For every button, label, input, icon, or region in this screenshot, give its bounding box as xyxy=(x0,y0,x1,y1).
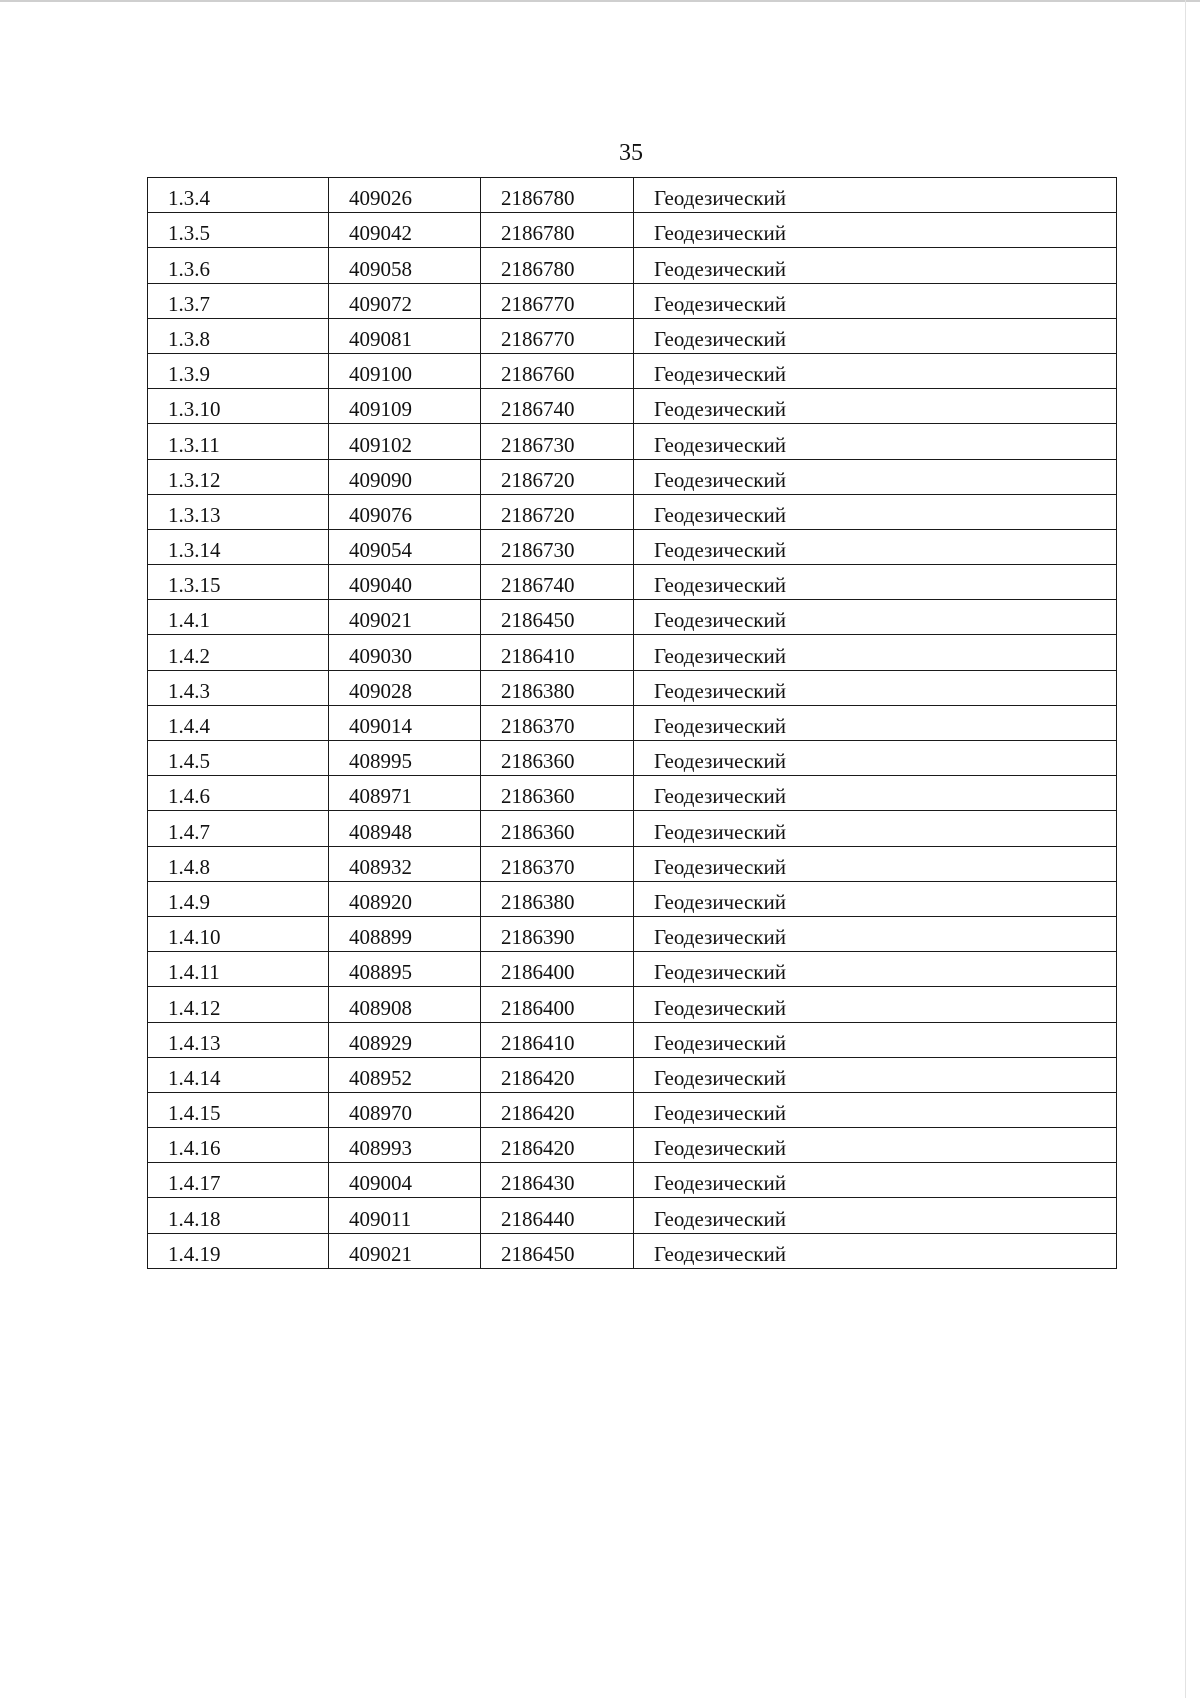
y-coordinate-cell: 2186430 xyxy=(481,1163,634,1198)
method-cell: Геодезический xyxy=(634,283,1117,318)
y-coordinate-cell: 2186450 xyxy=(481,1233,634,1268)
point-number-cell: 1.3.4 xyxy=(148,178,329,213)
point-number-cell: 1.3.7 xyxy=(148,283,329,318)
method-cell: Геодезический xyxy=(634,1128,1117,1163)
x-coordinate-cell: 409014 xyxy=(329,705,481,740)
point-number-cell: 1.4.16 xyxy=(148,1128,329,1163)
table-row xyxy=(148,705,1117,740)
method-cell: Геодезический xyxy=(634,1198,1117,1233)
point-number-cell: 1.3.10 xyxy=(148,389,329,424)
point-number-cell: 1.3.14 xyxy=(148,529,329,564)
table-row xyxy=(148,776,1117,811)
method-cell: Геодезический xyxy=(634,741,1117,776)
x-coordinate-cell: 409109 xyxy=(329,389,481,424)
point-number-cell: 1.4.7 xyxy=(148,811,329,846)
table-row xyxy=(148,952,1117,987)
method-cell: Геодезический xyxy=(634,494,1117,529)
point-number-cell: 1.3.11 xyxy=(148,424,329,459)
x-coordinate-cell: 409081 xyxy=(329,318,481,353)
y-coordinate-cell: 2186420 xyxy=(481,1092,634,1127)
method-cell: Геодезический xyxy=(634,670,1117,705)
method-cell: Геодезический xyxy=(634,213,1117,248)
x-coordinate-cell: 409054 xyxy=(329,529,481,564)
y-coordinate-cell: 2186380 xyxy=(481,670,634,705)
point-number-cell: 1.4.15 xyxy=(148,1092,329,1127)
x-coordinate-cell: 408952 xyxy=(329,1057,481,1092)
y-coordinate-cell: 2186420 xyxy=(481,1128,634,1163)
method-cell: Геодезический xyxy=(634,952,1117,987)
method-cell: Геодезический xyxy=(634,705,1117,740)
table-row xyxy=(148,248,1117,283)
method-cell: Геодезический xyxy=(634,1022,1117,1057)
x-coordinate-cell: 408908 xyxy=(329,987,481,1022)
y-coordinate-cell: 2186390 xyxy=(481,916,634,951)
table-row xyxy=(148,881,1117,916)
x-coordinate-cell: 409004 xyxy=(329,1163,481,1198)
table-row xyxy=(148,1022,1117,1057)
point-number-cell: 1.4.2 xyxy=(148,635,329,670)
table-row xyxy=(148,565,1117,600)
point-number-cell: 1.4.13 xyxy=(148,1022,329,1057)
method-cell: Геодезический xyxy=(634,389,1117,424)
point-number-cell: 1.4.10 xyxy=(148,916,329,951)
point-number-cell: 1.4.14 xyxy=(148,1057,329,1092)
method-cell: Геодезический xyxy=(634,1233,1117,1268)
method-cell: Геодезический xyxy=(634,1163,1117,1198)
method-cell: Геодезический xyxy=(634,178,1117,213)
point-number-cell: 1.3.5 xyxy=(148,213,329,248)
coordinates-table xyxy=(147,177,1117,1269)
x-coordinate-cell: 409100 xyxy=(329,353,481,388)
table-row xyxy=(148,1128,1117,1163)
table-row xyxy=(148,213,1117,248)
x-coordinate-cell: 408948 xyxy=(329,811,481,846)
table-row xyxy=(148,283,1117,318)
table-row xyxy=(148,529,1117,564)
method-cell: Геодезический xyxy=(634,565,1117,600)
method-cell: Геодезический xyxy=(634,916,1117,951)
coordinates-table-body xyxy=(148,178,1117,1269)
table-row xyxy=(148,670,1117,705)
method-cell: Геодезический xyxy=(634,318,1117,353)
x-coordinate-cell: 409072 xyxy=(329,283,481,318)
point-number-cell: 1.3.6 xyxy=(148,248,329,283)
table-row xyxy=(148,1057,1117,1092)
y-coordinate-cell: 2186420 xyxy=(481,1057,634,1092)
method-cell: Геодезический xyxy=(634,424,1117,459)
point-number-cell: 1.4.17 xyxy=(148,1163,329,1198)
method-cell: Геодезический xyxy=(634,811,1117,846)
y-coordinate-cell: 2186400 xyxy=(481,987,634,1022)
x-coordinate-cell: 409011 xyxy=(329,1198,481,1233)
point-number-cell: 1.4.5 xyxy=(148,741,329,776)
y-coordinate-cell: 2186410 xyxy=(481,635,634,670)
page-number: 35 xyxy=(619,140,643,166)
method-cell: Геодезический xyxy=(634,881,1117,916)
x-coordinate-cell: 408993 xyxy=(329,1128,481,1163)
x-coordinate-cell: 409028 xyxy=(329,670,481,705)
y-coordinate-cell: 2186780 xyxy=(481,213,634,248)
x-coordinate-cell: 408995 xyxy=(329,741,481,776)
y-coordinate-cell: 2186720 xyxy=(481,459,634,494)
point-number-cell: 1.4.6 xyxy=(148,776,329,811)
point-number-cell: 1.4.9 xyxy=(148,881,329,916)
table-row xyxy=(148,916,1117,951)
table-row xyxy=(148,846,1117,881)
y-coordinate-cell: 2186370 xyxy=(481,846,634,881)
method-cell: Геодезический xyxy=(634,353,1117,388)
table-row xyxy=(148,459,1117,494)
x-coordinate-cell: 408899 xyxy=(329,916,481,951)
x-coordinate-cell: 409030 xyxy=(329,635,481,670)
y-coordinate-cell: 2186770 xyxy=(481,283,634,318)
point-number-cell: 1.4.3 xyxy=(148,670,329,705)
table-row xyxy=(148,178,1117,213)
y-coordinate-cell: 2186360 xyxy=(481,741,634,776)
point-number-cell: 1.4.12 xyxy=(148,987,329,1022)
method-cell: Геодезический xyxy=(634,987,1117,1022)
x-coordinate-cell: 408920 xyxy=(329,881,481,916)
x-coordinate-cell: 408970 xyxy=(329,1092,481,1127)
x-coordinate-cell: 409102 xyxy=(329,424,481,459)
x-coordinate-cell: 409042 xyxy=(329,213,481,248)
table-row xyxy=(148,494,1117,529)
point-number-cell: 1.3.13 xyxy=(148,494,329,529)
method-cell: Геодезический xyxy=(634,635,1117,670)
table-row xyxy=(148,389,1117,424)
point-number-cell: 1.3.8 xyxy=(148,318,329,353)
y-coordinate-cell: 2186380 xyxy=(481,881,634,916)
method-cell: Геодезический xyxy=(634,459,1117,494)
y-coordinate-cell: 2186360 xyxy=(481,776,634,811)
x-coordinate-cell: 409021 xyxy=(329,1233,481,1268)
table-row xyxy=(148,1233,1117,1268)
y-coordinate-cell: 2186740 xyxy=(481,565,634,600)
y-coordinate-cell: 2186370 xyxy=(481,705,634,740)
y-coordinate-cell: 2186780 xyxy=(481,178,634,213)
point-number-cell: 1.4.1 xyxy=(148,600,329,635)
table-row xyxy=(148,424,1117,459)
method-cell: Геодезический xyxy=(634,776,1117,811)
y-coordinate-cell: 2186770 xyxy=(481,318,634,353)
method-cell: Геодезический xyxy=(634,529,1117,564)
y-coordinate-cell: 2186400 xyxy=(481,952,634,987)
y-coordinate-cell: 2186360 xyxy=(481,811,634,846)
table-row xyxy=(148,1163,1117,1198)
x-coordinate-cell: 409021 xyxy=(329,600,481,635)
point-number-cell: 1.4.4 xyxy=(148,705,329,740)
method-cell: Геодезический xyxy=(634,1092,1117,1127)
x-coordinate-cell: 408895 xyxy=(329,952,481,987)
y-coordinate-cell: 2186780 xyxy=(481,248,634,283)
point-number-cell: 1.3.9 xyxy=(148,353,329,388)
table-row xyxy=(148,1198,1117,1233)
point-number-cell: 1.4.18 xyxy=(148,1198,329,1233)
method-cell: Геодезический xyxy=(634,600,1117,635)
x-coordinate-cell: 408932 xyxy=(329,846,481,881)
method-cell: Геодезический xyxy=(634,1057,1117,1092)
y-coordinate-cell: 2186740 xyxy=(481,389,634,424)
x-coordinate-cell: 408971 xyxy=(329,776,481,811)
table-row xyxy=(148,600,1117,635)
method-cell: Геодезический xyxy=(634,248,1117,283)
y-coordinate-cell: 2186410 xyxy=(481,1022,634,1057)
x-coordinate-cell: 408929 xyxy=(329,1022,481,1057)
x-coordinate-cell: 409076 xyxy=(329,494,481,529)
y-coordinate-cell: 2186730 xyxy=(481,529,634,564)
y-coordinate-cell: 2186450 xyxy=(481,600,634,635)
table-row xyxy=(148,635,1117,670)
table-row xyxy=(148,987,1117,1022)
point-number-cell: 1.3.12 xyxy=(148,459,329,494)
x-coordinate-cell: 409026 xyxy=(329,178,481,213)
table-row xyxy=(148,741,1117,776)
method-cell: Геодезический xyxy=(634,846,1117,881)
y-coordinate-cell: 2186720 xyxy=(481,494,634,529)
x-coordinate-cell: 409058 xyxy=(329,248,481,283)
point-number-cell: 1.4.11 xyxy=(148,952,329,987)
point-number-cell: 1.4.19 xyxy=(148,1233,329,1268)
x-coordinate-cell: 409090 xyxy=(329,459,481,494)
table-row xyxy=(148,1092,1117,1127)
table-row xyxy=(148,318,1117,353)
y-coordinate-cell: 2186730 xyxy=(481,424,634,459)
y-coordinate-cell: 2186760 xyxy=(481,353,634,388)
table-row xyxy=(148,811,1117,846)
page-top-edge xyxy=(0,0,1200,2)
table-row xyxy=(148,353,1117,388)
y-coordinate-cell: 2186440 xyxy=(481,1198,634,1233)
page-right-edge xyxy=(1185,0,1186,1698)
x-coordinate-cell: 409040 xyxy=(329,565,481,600)
point-number-cell: 1.3.15 xyxy=(148,565,329,600)
point-number-cell: 1.4.8 xyxy=(148,846,329,881)
